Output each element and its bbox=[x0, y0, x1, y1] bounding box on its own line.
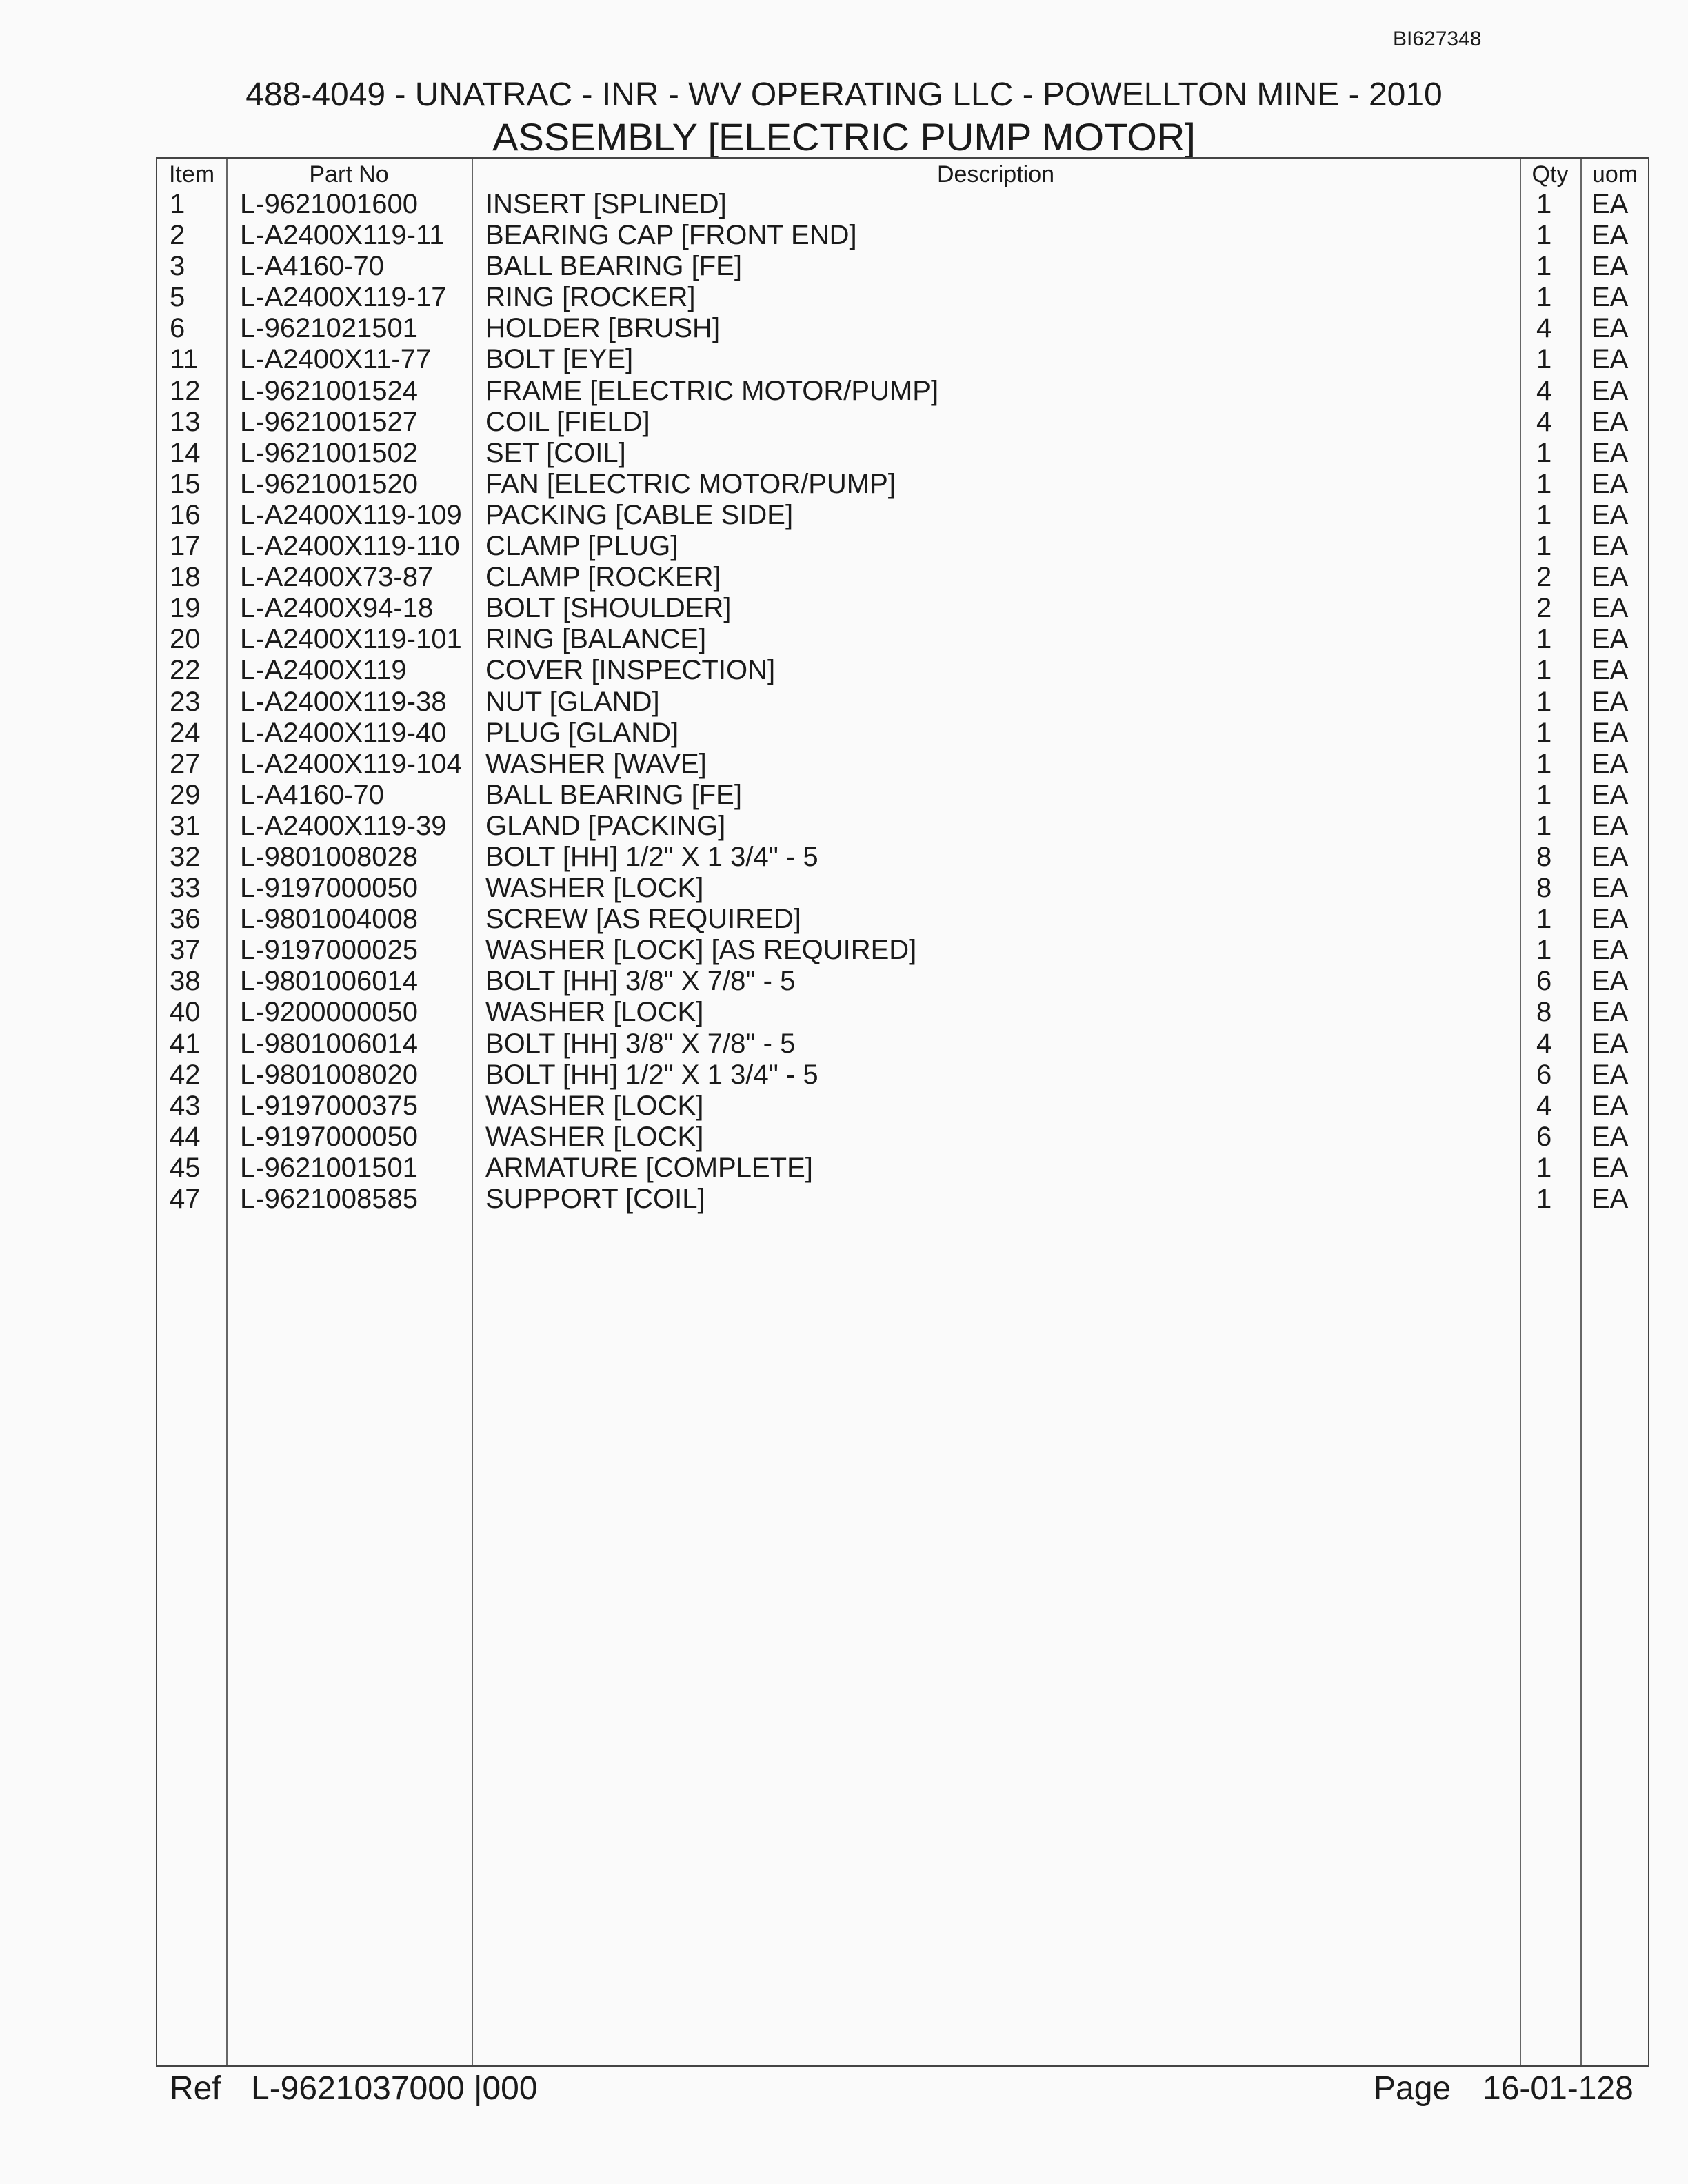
cell-qty: 4 bbox=[1536, 406, 1552, 437]
cell-part-no: L-9621001600 bbox=[240, 189, 419, 219]
cell-uom: EA bbox=[1591, 1152, 1629, 1183]
cell-part-no: L-9621001520 bbox=[240, 468, 419, 499]
table-row bbox=[157, 1184, 1648, 1215]
cell-part-no: L-9197000050 bbox=[240, 873, 419, 904]
cell-item: 44 bbox=[170, 1121, 201, 1152]
cell-description: BOLT [HH] 3/8" X 7/8" - 5 bbox=[485, 966, 796, 997]
cell-item: 23 bbox=[170, 686, 201, 717]
cell-item: 22 bbox=[170, 655, 201, 686]
cell-description: SCREW [AS REQUIRED] bbox=[485, 904, 801, 935]
cell-uom: EA bbox=[1591, 406, 1629, 437]
cell-qty: 1 bbox=[1536, 655, 1552, 686]
cell-qty: 1 bbox=[1536, 748, 1552, 779]
table-row bbox=[157, 624, 1648, 655]
cell-item: 13 bbox=[170, 406, 201, 437]
document-id: BI627348 bbox=[1393, 28, 1482, 50]
cell-uom: EA bbox=[1591, 531, 1629, 562]
cell-item: 33 bbox=[170, 873, 201, 904]
cell-qty: 8 bbox=[1536, 997, 1552, 1028]
cell-description: WASHER [LOCK] [AS REQUIRED] bbox=[485, 935, 917, 966]
cell-description: PLUG [GLAND] bbox=[485, 717, 679, 748]
cell-part-no: L-A2400X119-40 bbox=[240, 717, 447, 748]
table-row bbox=[157, 220, 1648, 251]
cell-part-no: L-9197000025 bbox=[240, 935, 419, 966]
cell-part-no: L-9801008020 bbox=[240, 1059, 419, 1090]
column-header-description: Description bbox=[936, 161, 1055, 188]
table-row bbox=[157, 842, 1648, 873]
table-row bbox=[157, 780, 1648, 811]
cell-uom: EA bbox=[1591, 624, 1629, 655]
table-row bbox=[157, 966, 1648, 997]
cell-description: SET [COIL] bbox=[485, 437, 626, 468]
cell-uom: EA bbox=[1591, 220, 1629, 251]
cell-qty: 1 bbox=[1536, 1184, 1552, 1214]
cell-qty: 1 bbox=[1536, 189, 1552, 219]
table-row bbox=[157, 873, 1648, 904]
cell-item: 14 bbox=[170, 437, 201, 468]
cell-description: WASHER [LOCK] bbox=[485, 873, 704, 904]
cell-item: 31 bbox=[170, 810, 201, 841]
cell-qty: 6 bbox=[1536, 1059, 1552, 1090]
cell-qty: 1 bbox=[1536, 468, 1552, 499]
cell-uom: EA bbox=[1591, 873, 1629, 904]
cell-uom: EA bbox=[1591, 1184, 1629, 1214]
page-label: Page bbox=[1374, 2070, 1451, 2107]
cell-uom: EA bbox=[1591, 686, 1629, 717]
table-row bbox=[157, 1029, 1648, 1060]
cell-part-no: L-A2400X119-110 bbox=[240, 531, 460, 562]
cell-description: BOLT [HH] 3/8" X 7/8" - 5 bbox=[485, 1028, 796, 1059]
cell-uom: EA bbox=[1591, 997, 1629, 1028]
cell-item: 43 bbox=[170, 1090, 201, 1121]
cell-item: 37 bbox=[170, 935, 201, 966]
table-row bbox=[157, 655, 1648, 686]
cell-description: CLAMP [ROCKER] bbox=[485, 562, 721, 593]
cell-item: 40 bbox=[170, 997, 201, 1028]
cell-description: ARMATURE [COMPLETE] bbox=[485, 1152, 813, 1183]
table-row bbox=[157, 997, 1648, 1028]
cell-description: SUPPORT [COIL] bbox=[485, 1184, 705, 1214]
cell-part-no: L-9197000375 bbox=[240, 1090, 419, 1121]
cell-uom: EA bbox=[1591, 499, 1629, 530]
cell-qty: 1 bbox=[1536, 904, 1552, 935]
table-row bbox=[157, 687, 1648, 718]
document-title: 488-4049 - UNATRAC - INR - WV OPERATING LLC - POWELLTON MINE - 2010 bbox=[245, 77, 1443, 113]
table-row bbox=[157, 1091, 1648, 1122]
cell-uom: EA bbox=[1591, 748, 1629, 779]
cell-uom: EA bbox=[1591, 904, 1629, 935]
column-header-item: Item bbox=[168, 161, 215, 188]
cell-uom: EA bbox=[1591, 935, 1629, 966]
cell-item: 5 bbox=[170, 282, 185, 313]
cell-part-no: L-A2400X119 bbox=[240, 655, 407, 686]
cell-qty: 1 bbox=[1536, 810, 1552, 841]
cell-item: 16 bbox=[170, 499, 201, 530]
cell-description: INSERT [SPLINED] bbox=[485, 189, 727, 219]
cell-item: 32 bbox=[170, 841, 201, 872]
cell-qty: 1 bbox=[1536, 282, 1552, 313]
cell-part-no: L-A2400X119-101 bbox=[240, 624, 462, 655]
cell-part-no: L-A2400X94-18 bbox=[240, 593, 434, 624]
cell-description: NUT [GLAND] bbox=[485, 686, 660, 717]
cell-qty: 4 bbox=[1536, 1090, 1552, 1121]
cell-qty: 2 bbox=[1536, 562, 1552, 593]
cell-item: 6 bbox=[170, 313, 185, 344]
ref-value: L-9621037000 |000 bbox=[251, 2070, 538, 2107]
cell-description: RING [BALANCE] bbox=[485, 624, 707, 655]
cell-qty: 1 bbox=[1536, 686, 1552, 717]
cell-uom: EA bbox=[1591, 375, 1629, 406]
cell-part-no: L-9197000050 bbox=[240, 1121, 419, 1152]
cell-qty: 6 bbox=[1536, 966, 1552, 997]
table-row bbox=[157, 438, 1648, 469]
cell-item: 27 bbox=[170, 748, 201, 779]
cell-item: 18 bbox=[170, 562, 201, 593]
cell-uom: EA bbox=[1591, 437, 1629, 468]
cell-part-no: L-9801006014 bbox=[240, 1028, 419, 1059]
cell-description: BOLT [HH] 1/2" X 1 3/4" - 5 bbox=[485, 841, 818, 872]
cell-description: GLAND [PACKING] bbox=[485, 810, 726, 841]
cell-part-no: L-9621001527 bbox=[240, 406, 419, 437]
cell-part-no: L-A2400X119-39 bbox=[240, 810, 447, 841]
table-row bbox=[157, 407, 1648, 438]
cell-item: 38 bbox=[170, 966, 201, 997]
table-row bbox=[157, 500, 1648, 531]
cell-part-no: L-A2400X119-104 bbox=[240, 748, 462, 779]
cell-item: 36 bbox=[170, 904, 201, 935]
table-row bbox=[157, 1122, 1648, 1153]
cell-description: CLAMP [PLUG] bbox=[485, 531, 679, 562]
table-row bbox=[157, 562, 1648, 593]
cell-qty: 1 bbox=[1536, 499, 1552, 530]
cell-item: 42 bbox=[170, 1059, 201, 1090]
cell-qty: 2 bbox=[1536, 593, 1552, 624]
cell-uom: EA bbox=[1591, 1059, 1629, 1090]
cell-qty: 4 bbox=[1536, 313, 1552, 344]
cell-item: 17 bbox=[170, 531, 201, 562]
cell-item: 47 bbox=[170, 1184, 201, 1214]
cell-description: BEARING CAP [FRONT END] bbox=[485, 220, 857, 251]
table-row bbox=[157, 811, 1648, 842]
parts-table bbox=[156, 157, 1649, 2067]
table-row bbox=[157, 469, 1648, 500]
cell-item: 1 bbox=[170, 189, 185, 219]
cell-item: 45 bbox=[170, 1152, 201, 1183]
cell-qty: 1 bbox=[1536, 935, 1552, 966]
cell-uom: EA bbox=[1591, 562, 1629, 593]
table-row bbox=[157, 1060, 1648, 1091]
cell-item: 15 bbox=[170, 468, 201, 499]
cell-item: 29 bbox=[170, 779, 201, 810]
cell-description: COIL [FIELD] bbox=[485, 406, 650, 437]
cell-part-no: L-9621001502 bbox=[240, 437, 419, 468]
cell-qty: 8 bbox=[1536, 873, 1552, 904]
table-row bbox=[157, 1153, 1648, 1184]
cell-part-no: L-A2400X119-11 bbox=[240, 220, 445, 251]
cell-part-no: L-A4160-70 bbox=[240, 251, 385, 282]
table-row bbox=[157, 593, 1648, 624]
cell-part-no: L-9801006014 bbox=[240, 966, 419, 997]
cell-uom: EA bbox=[1591, 841, 1629, 872]
cell-description: BALL BEARING [FE] bbox=[485, 251, 742, 282]
table-row bbox=[157, 251, 1648, 282]
assembly-title: ASSEMBLY [ELECTRIC PUMP MOTOR] bbox=[492, 115, 1196, 159]
table-body bbox=[157, 189, 1648, 1215]
table-row bbox=[157, 313, 1648, 344]
cell-part-no: L-A2400X119-109 bbox=[240, 499, 462, 530]
cell-item: 3 bbox=[170, 251, 185, 282]
cell-item: 41 bbox=[170, 1028, 201, 1059]
cell-description: FAN [ELECTRIC MOTOR/PUMP] bbox=[485, 468, 896, 499]
cell-item: 24 bbox=[170, 717, 201, 748]
cell-qty: 4 bbox=[1536, 375, 1552, 406]
table-row bbox=[157, 935, 1648, 966]
cell-description: BOLT [HH] 1/2" X 1 3/4" - 5 bbox=[485, 1059, 818, 1090]
cell-description: HOLDER [BRUSH] bbox=[485, 313, 721, 344]
table-row bbox=[157, 531, 1648, 562]
cell-description: RING [ROCKER] bbox=[485, 282, 696, 313]
cell-item: 19 bbox=[170, 593, 201, 624]
cell-part-no: L-A2400X11-77 bbox=[240, 344, 432, 375]
cell-part-no: L-A2400X119-17 bbox=[240, 282, 447, 313]
cell-description: BOLT [SHOULDER] bbox=[485, 593, 732, 624]
cell-description: BALL BEARING [FE] bbox=[485, 779, 742, 810]
cell-qty: 1 bbox=[1536, 251, 1552, 282]
cell-qty: 6 bbox=[1536, 1121, 1552, 1152]
table-row bbox=[157, 189, 1648, 220]
cell-item: 12 bbox=[170, 375, 201, 406]
cell-description: BOLT [EYE] bbox=[485, 344, 634, 375]
cell-description: FRAME [ELECTRIC MOTOR/PUMP] bbox=[485, 375, 939, 406]
cell-description: WASHER [LOCK] bbox=[485, 1121, 704, 1152]
cell-part-no: L-9200000050 bbox=[240, 997, 419, 1028]
ref-label: Ref bbox=[170, 2070, 221, 2107]
cell-part-no: L-A2400X73-87 bbox=[240, 562, 434, 593]
cell-item: 20 bbox=[170, 624, 201, 655]
cell-uom: EA bbox=[1591, 189, 1629, 219]
cell-part-no: L-9801008028 bbox=[240, 841, 419, 872]
cell-part-no: L-9621008585 bbox=[240, 1184, 419, 1214]
cell-description: COVER [INSPECTION] bbox=[485, 655, 776, 686]
cell-uom: EA bbox=[1591, 779, 1629, 810]
cell-uom: EA bbox=[1591, 1121, 1629, 1152]
cell-part-no: L-9621001501 bbox=[240, 1152, 419, 1183]
cell-qty: 1 bbox=[1536, 344, 1552, 375]
cell-uom: EA bbox=[1591, 251, 1629, 282]
cell-uom: EA bbox=[1591, 468, 1629, 499]
cell-uom: EA bbox=[1591, 282, 1629, 313]
cell-uom: EA bbox=[1591, 344, 1629, 375]
column-header-part-no: Part No bbox=[309, 161, 389, 188]
cell-uom: EA bbox=[1591, 717, 1629, 748]
cell-part-no: L-A2400X119-38 bbox=[240, 686, 447, 717]
table-row bbox=[157, 904, 1648, 935]
cell-qty: 1 bbox=[1536, 779, 1552, 810]
cell-part-no: L-9801004008 bbox=[240, 904, 419, 935]
table-row bbox=[157, 344, 1648, 375]
column-header-qty: Qty bbox=[1531, 161, 1569, 188]
cell-qty: 8 bbox=[1536, 841, 1552, 872]
cell-item: 11 bbox=[170, 344, 199, 375]
table-row bbox=[157, 718, 1648, 749]
table-row bbox=[157, 749, 1648, 780]
cell-qty: 1 bbox=[1536, 531, 1552, 562]
cell-uom: EA bbox=[1591, 593, 1629, 624]
column-header-uom: uom bbox=[1591, 161, 1638, 188]
cell-qty: 1 bbox=[1536, 717, 1552, 748]
cell-part-no: L-9621021501 bbox=[240, 313, 419, 344]
cell-description: PACKING [CABLE SIDE] bbox=[485, 499, 794, 530]
cell-uom: EA bbox=[1591, 966, 1629, 997]
cell-qty: 4 bbox=[1536, 1028, 1552, 1059]
cell-uom: EA bbox=[1591, 810, 1629, 841]
cell-description: WASHER [LOCK] bbox=[485, 1090, 704, 1121]
cell-qty: 1 bbox=[1536, 437, 1552, 468]
table-row bbox=[157, 282, 1648, 313]
cell-part-no: L-9621001524 bbox=[240, 375, 419, 406]
cell-uom: EA bbox=[1591, 1090, 1629, 1121]
cell-description: WASHER [LOCK] bbox=[485, 997, 704, 1028]
table-row bbox=[157, 376, 1648, 407]
cell-part-no: L-A4160-70 bbox=[240, 779, 385, 810]
cell-uom: EA bbox=[1591, 1028, 1629, 1059]
cell-qty: 1 bbox=[1536, 1152, 1552, 1183]
cell-description: WASHER [WAVE] bbox=[485, 748, 707, 779]
page-number: 16-01-128 bbox=[1483, 2070, 1634, 2107]
cell-item: 2 bbox=[170, 220, 185, 251]
cell-uom: EA bbox=[1591, 313, 1629, 344]
cell-qty: 1 bbox=[1536, 624, 1552, 655]
cell-uom: EA bbox=[1591, 655, 1629, 686]
cell-qty: 1 bbox=[1536, 220, 1552, 251]
